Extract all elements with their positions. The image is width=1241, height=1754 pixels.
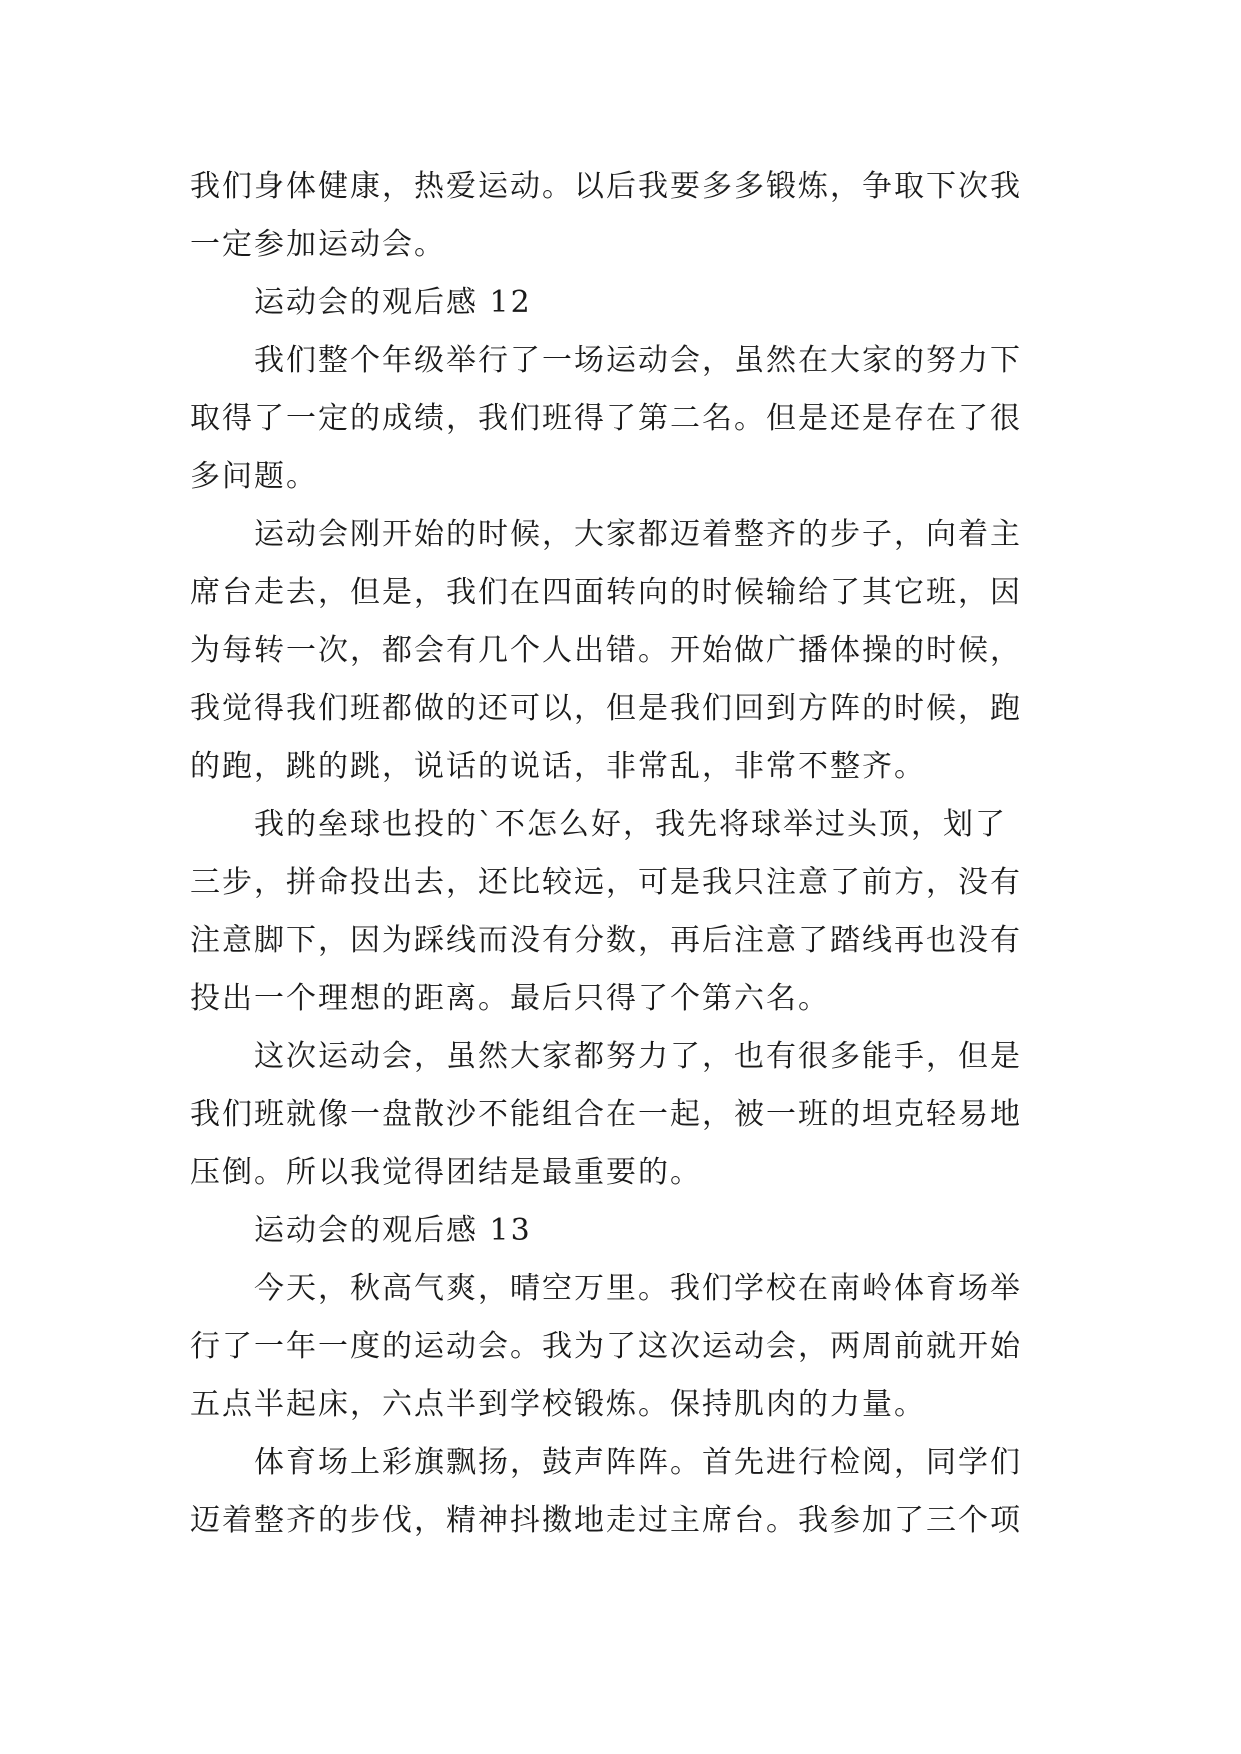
text-line: 席台走去，但是，我们在四面转向的时候输给了其它班，因 (190, 575, 1022, 610)
text-line: 我们班就像一盘散沙不能组合在一起，被一班的坦克轻易地 (190, 1097, 1022, 1132)
text-line: 我们身体健康，热爱运动。以后我要多多锻炼，争取下次我 (190, 169, 1022, 204)
text-line: 取得了一定的成绩，我们班得了第二名。但是还是存在了很 (190, 401, 1022, 436)
section-heading-13: 运动会的观后感 13 (254, 1213, 532, 1248)
text-line: 注意脚下，因为踩线而没有分数，再后注意了踏线再也没有 (190, 923, 1022, 958)
paragraph-first-line: 体育场上彩旗飘扬，鼓声阵阵。首先进行检阅，同学们 (254, 1445, 1022, 1480)
text-line: 压倒。所以我觉得团结是最重要的。 (190, 1155, 702, 1190)
text-line: 的跑，跳的跳，说话的说话，非常乱，非常不整齐。 (190, 749, 926, 784)
text-line: 行了一年一度的运动会。我为了这次运动会，两周前就开始 (190, 1329, 1022, 1364)
text-line: 一定参加运动会。 (190, 227, 446, 262)
text-line: 投出一个理想的距离。最后只得了个第六名。 (190, 981, 830, 1016)
text-line: 三步，拼命投出去，还比较远，可是我只注意了前方，没有 (190, 865, 1022, 900)
text-line: 多问题。 (190, 459, 318, 494)
document-body (190, 158, 1058, 1550)
paragraph-first-line: 今天，秋高气爽，晴空万里。我们学校在南岭体育场举 (254, 1271, 1022, 1306)
paragraph-first-line: 我们整个年级举行了一场运动会，虽然在大家的努力下 (254, 343, 1022, 378)
text-line: 为每转一次，都会有几个人出错。开始做广播体操的时候， (190, 633, 1022, 668)
paragraph-first-line: 我的垒球也投的`不怎么好，我先将球举过头顶，划了 (254, 807, 1007, 842)
text-line: 五点半起床，六点半到学校锻炼。保持肌肉的力量。 (190, 1387, 926, 1422)
text-line: 我觉得我们班都做的还可以，但是我们回到方阵的时候，跑 (190, 691, 1022, 726)
text-line: 迈着整齐的步伐，精神抖擞地走过主席台。我参加了三个项 (190, 1503, 1022, 1538)
section-heading-12: 运动会的观后感 12 (254, 285, 532, 320)
paragraph-first-line: 这次运动会，虽然大家都努力了，也有很多能手，但是 (254, 1039, 1022, 1074)
paragraph-first-line: 运动会刚开始的时候，大家都迈着整齐的步子，向着主 (254, 517, 1022, 552)
